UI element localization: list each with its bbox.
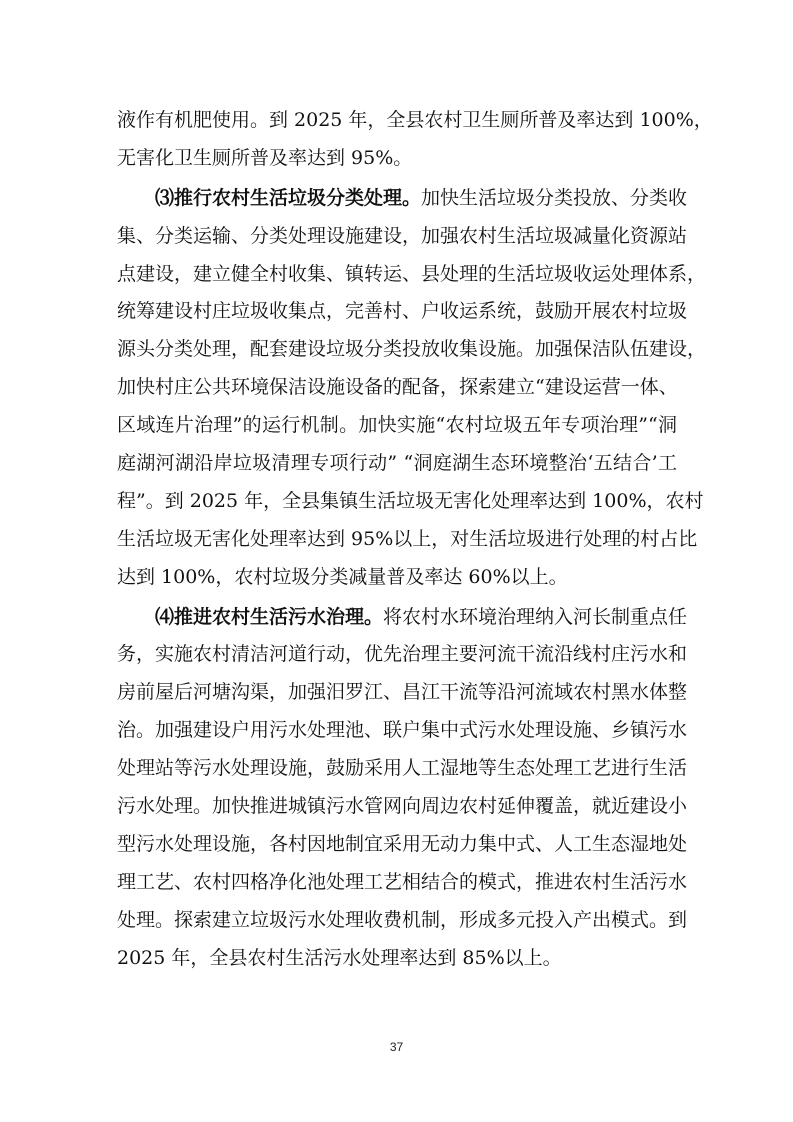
text-line: 区域连片治理”的运行机制。加快实施“农村垃圾五年专项治理”“洞 (117, 414, 677, 437)
paragraph-first-line (117, 180, 688, 218)
text-line: 治。加强建设户用污水处理池、联户集中式污水处理设施、乡镇污水 (117, 719, 688, 742)
section-heading: ⑷推进农村生活污水治理。 (155, 605, 384, 628)
paragraph-3 (117, 599, 688, 978)
paragraph-first-line (117, 599, 688, 637)
text-line: 集、分类运输、分类处理设施建设，加强农村生活垃圾减量化资源站 (117, 224, 688, 247)
text-line: 加快村庄公共环境保洁设施设备的配备，探索建立“建设运营一体、 (117, 376, 678, 399)
text-line: 点建设，建立健全村收集、镇转运、县处理的生活垃圾收运处理体系， (117, 262, 707, 285)
text-line: 型污水处理设施，各村因地制宜采用无动力集中式、人工生态湿地处 (117, 832, 688, 855)
section-heading: ⑶推行农村生活垃圾分类处理。 (155, 186, 422, 209)
text-line: 处理站等污水处理设施，鼓励采用人工湿地等生态处理工艺进行生活 (117, 757, 688, 780)
text-line: 达到 100%，农村垃圾分类减量普及率达 60%以上。 (117, 565, 568, 588)
body-text (117, 102, 713, 977)
text-line: 污水处理。加快推进城镇污水管网向周边农村延伸覆盖，就近建设小 (117, 795, 688, 818)
text-line: 无害化卫生厕所普及率达到 95%。 (117, 146, 413, 169)
paragraph-1 (117, 102, 713, 178)
page-number: 37 (389, 1040, 404, 1054)
text-line: 务，实施农村清洁河道行动，优先治理主要河流干流沿线村庄污水和 (117, 643, 688, 666)
text-line: 统筹建设村庄垃圾收集点，完善村、户收运系统，鼓励开展农村垃圾 (117, 300, 688, 323)
text-line: 生活垃圾无害化处理率达到 95%以上，对生活垃圾进行处理的村占比 (117, 527, 698, 550)
text-run: 加快生活垃圾分类投放、分类收 (421, 186, 688, 209)
text-line: 液作有机肥使用。到 2025 年，全县农村卫生厕所普及率达到 100%， (117, 109, 713, 131)
text-run: 将农村水环境治理纳入河长制重点任 (383, 605, 688, 628)
text-line: 处理。探索建立垃圾污水处理收费机制，形成多元投入产出模式。到 (117, 908, 688, 931)
text-line: 庭湖河湖沿岸垃圾清理专项行动” “洞庭湖生态环境整治‘五结合’工 (117, 452, 677, 475)
paragraph-2 (117, 180, 707, 597)
text-line: 程”。到 2025 年，全县集镇生活垃圾无害化处理率达到 100%，农村 (117, 489, 704, 512)
text-line: 房前屋后河塘沟渠，加强汨罗江、昌江干流等沿河流域农村黑水体整 (117, 681, 688, 704)
text-line: 2025 年，全县农村生活污水处理率达到 85%以上。 (117, 946, 562, 969)
text-line: 理工艺、农村四格净化池处理工艺相结合的模式，推进农村生活污水 (117, 870, 688, 893)
text-line: 源头分类处理，配套建设垃圾分类投放收集设施。加强保洁队伍建设， (117, 338, 707, 361)
